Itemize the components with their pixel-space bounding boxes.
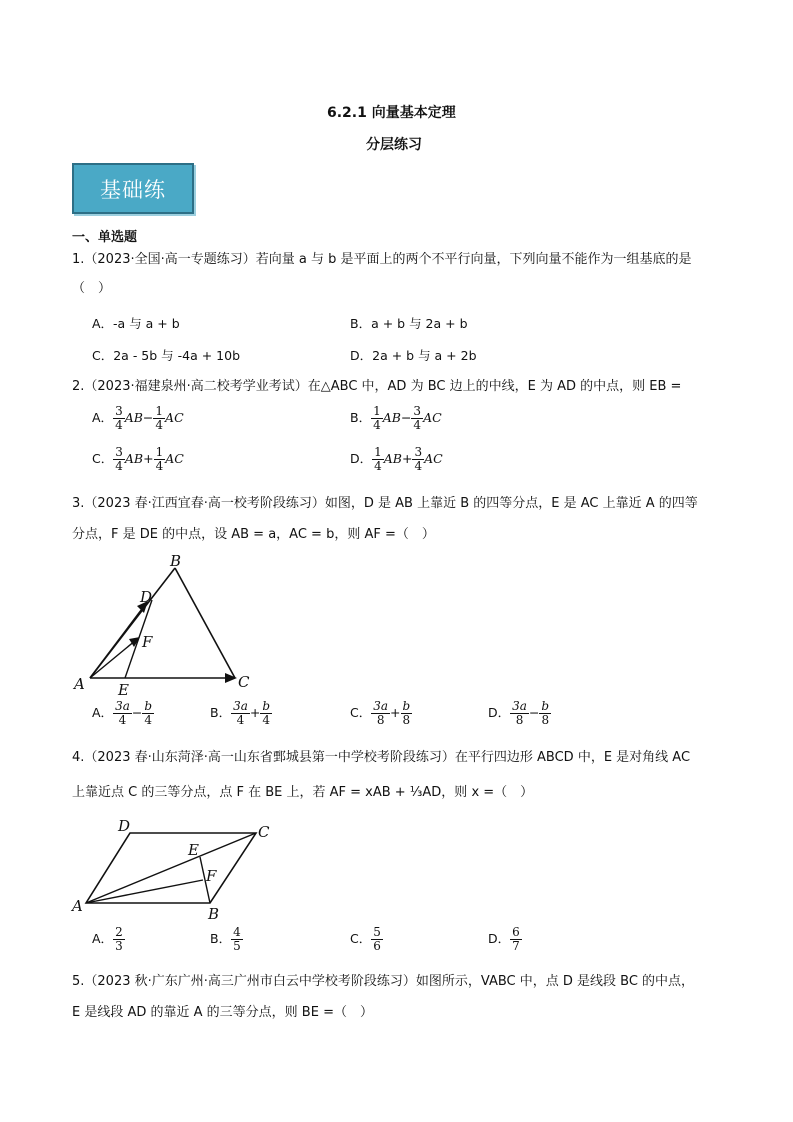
label-b: B (208, 905, 220, 923)
label-c: C (238, 673, 250, 691)
question-1-option-b[interactable]: B．a + b 与 2a + b (350, 316, 468, 331)
question-4-option-a[interactable]: A． $\frac{2}{3}$ (92, 925, 123, 953)
question-5-stem-cont: E 是线段 AD 的靠近 A 的三等分点，则 BE =（ ） (72, 1005, 373, 1020)
label-a: A (72, 897, 83, 915)
label-e: E (118, 681, 129, 699)
question-1-option-c[interactable]: C．2a - 5b 与 -4a + 10b (92, 348, 241, 363)
question-2-option-c[interactable]: C． $\frac{3}{4}$ AB+ $\frac{1}{4}$ AC (92, 445, 184, 473)
question-3-option-c[interactable]: C． $\frac{3a}{8}$ + $\frac{b}{8}$ (350, 699, 411, 727)
question-2-option-d[interactable]: D． $\frac{1}{4}$ AB+ $\frac{3}{4}$ AC (350, 445, 443, 473)
label-f: F (206, 867, 217, 885)
label-b: B (170, 552, 182, 570)
vector-af (90, 640, 136, 678)
label-d: D (118, 817, 131, 835)
label-a: A (74, 675, 85, 693)
question-4-stem: 4.（2023 春·山东菏泽·高一山东省鄄城县第一中学校考阶段练习）在平行四边形 ABCD 中，E 是对角线 AC (72, 750, 691, 765)
section-heading: 一、单选题 (72, 230, 138, 245)
question-3-stem: 3.（2023 春·江西宜春·高一校考阶段练习）如图，D 是 AB 上靠近 B 的四等分点，E 是 AC 上靠近 A 的四等 (72, 496, 698, 511)
arrowhead-af (129, 637, 140, 647)
level-badge-label: 基础练 (100, 177, 166, 202)
question-3-option-b[interactable]: B． $\frac{3a}{4}$ + $\frac{b}{4}$ (210, 699, 271, 727)
question-4-option-c[interactable]: C． $\frac{5}{6}$ (350, 925, 381, 953)
question-2-stem: 2.（2023·福建泉州·高二校考学业考试）在△ABC 中，AD 为 BC 边上的中线，E 为 AD 的中点，则 EB = (72, 379, 682, 394)
question-5-stem: 5.（2023 秋·广东广州·高三广州市白云中学校考阶段练习）如图所示，VABC 中，点 D 是线段 BC 的中点， (72, 974, 695, 989)
level-badge (72, 163, 194, 214)
page-title: 6.2.1 向量基本定理 (327, 105, 456, 121)
question-1-stem: 1.（2023·全国·高一专题练习）若向量 a 与 b 是平面上的两个不平行向量，下列向量不能作为一组基底的是 (72, 252, 692, 267)
segment-af (86, 880, 203, 903)
arrowhead-ac (225, 673, 237, 683)
question-4-stem-cont: 上靠近点 C 的三等分点，点 F 在 BE 上，若 AF = xAB + ⅓AD，则 x =（ ） (72, 785, 534, 800)
label-d: D (140, 588, 153, 606)
question-4-option-d[interactable]: D． $\frac{6}{7}$ (488, 925, 520, 953)
question-3-option-d[interactable]: D． $\frac{3a}{8}$ − $\frac{b}{8}$ (488, 699, 550, 727)
question-3-triangle-figure (70, 550, 260, 700)
question-4-option-b[interactable]: B． $\frac{4}{5}$ (210, 925, 241, 953)
label-f: F (142, 633, 153, 651)
triangle-side-bc (175, 568, 235, 678)
label-e: E (188, 841, 199, 859)
question-1-option-d[interactable]: D．2a + b 与 a + 2b (350, 348, 477, 363)
page-subtitle: 分层练习 (366, 137, 422, 153)
question-2-option-b[interactable]: B． $\frac{1}{4}$ AB− $\frac{3}{4}$ AC (350, 404, 442, 432)
question-3-stem-cont: 分点，F 是 DE 的中点，设 AB = a，AC = b，则 AF =（ ） (72, 527, 435, 542)
label-c: C (258, 823, 270, 841)
question-1-stem-cont: （ ） (72, 281, 112, 296)
question-2-option-a[interactable]: A． $\frac{3}{4}$ AB− $\frac{1}{4}$ AC (92, 404, 184, 432)
diagonal-ac (86, 833, 256, 903)
question-3-option-a[interactable]: A． $\frac{3a}{4}$ − $\frac{b}{4}$ (92, 699, 153, 727)
question-1-option-a[interactable]: A．-a 与 a + b (92, 316, 180, 331)
question-4-parallelogram-figure (70, 815, 280, 925)
